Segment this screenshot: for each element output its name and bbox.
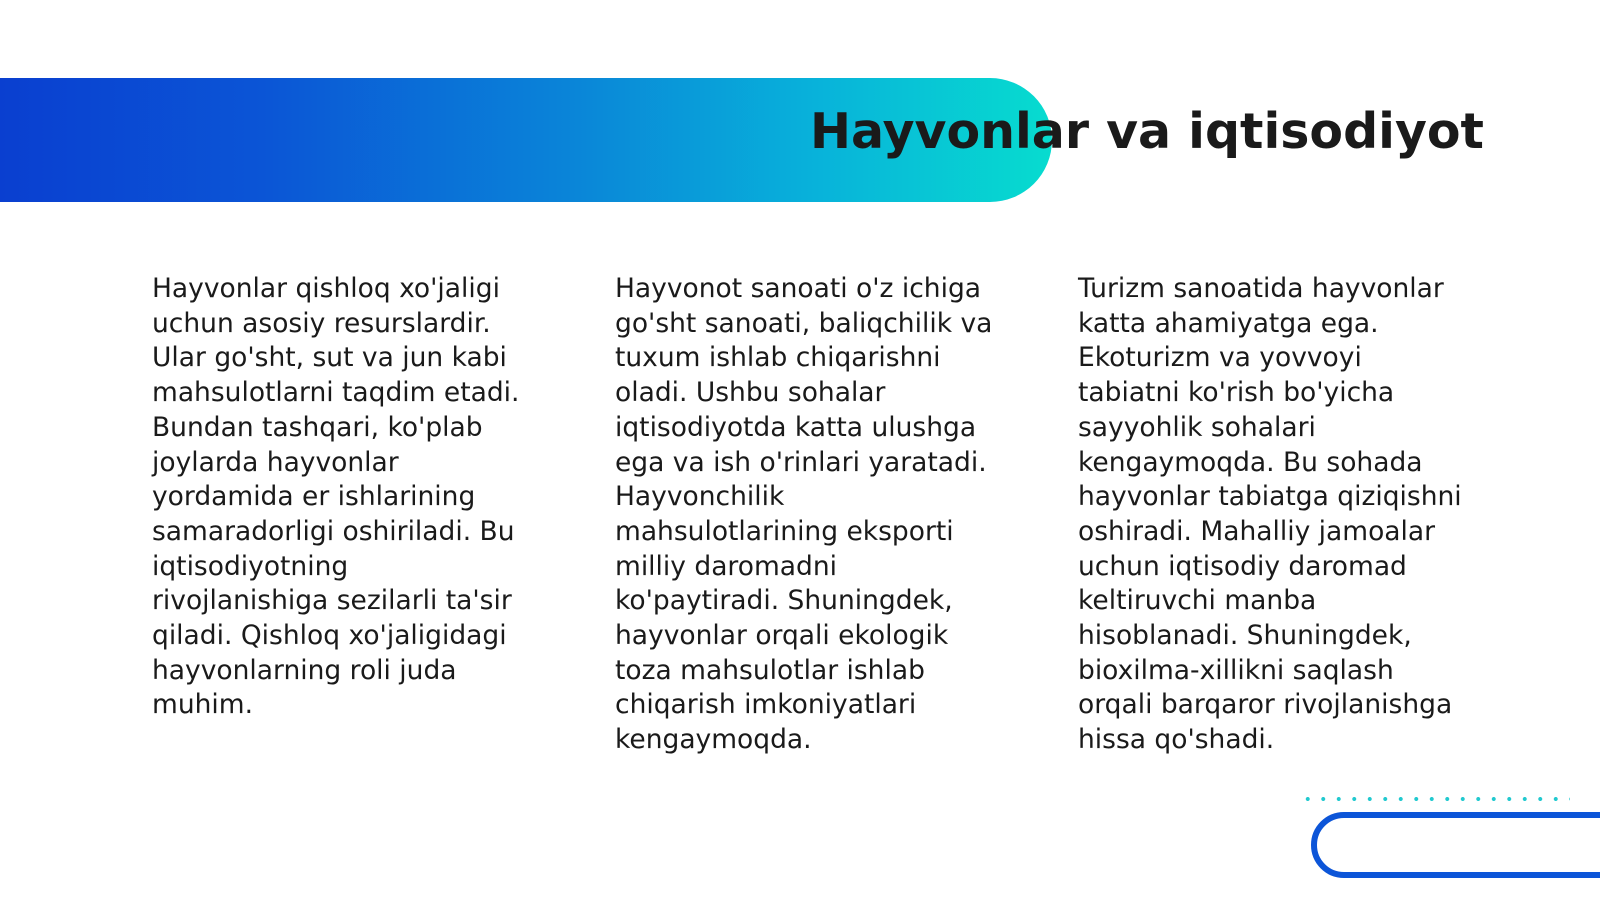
text-column-middle: Hayvonot sanoati o'z ichiga go'sht sanoati, baliqchilik va tuxum ishlab chiqarishni oladi. Ushbu sohalar iqtisodiyotda katta ulushga ega va ish o'rinlari yaratadi. Hayvonchilik mahsulotlarining eksporti milliy daromadni ko'paytiradi. Shuningdek, hayvonlar orqali ekologik toza mahsulotlar ishlab chiqarish imkoniyatlari kengaymoqda. — [615, 273, 993, 756]
slide-title: Hayvonlar va iqtisodiyot — [810, 103, 1484, 160]
decorative-outline-pill — [1311, 812, 1600, 878]
decorative-dots — [1300, 795, 1570, 803]
text-column-left: Hayvonlar qishloq xo'jaligi uchun asosiy resurslardir. Ular go'sht, sut va jun kabi mahsulotlarni taqdim etadi. Bundan tashqari, ko'plab joylarda hayvonlar yordamida er ishlarining samaradorligi oshiriladi. Bu iqtisodiyotning rivojlanishiga sezilarli ta'sir qiladi. Qishloq xo'jaligidagi hayvonlarning roli juda muhim. — [152, 273, 520, 721]
text-column-right: Turizm sanoatida hayvonlar katta ahamiyatga ega. Ekoturizm va yovvoyi tabiatni ko'rish bo'yicha sayyohlik sohalari kengaymoqda. Bu sohada hayvonlar tabiatga qiziqishni oshiradi. Mahalliy jamoalar uchun iqtisodiy daromad keltiruvchi manba hisoblanadi. Shuningdek, bioxilma-xillikni saqlash orqali barqaror rivojlanishga hissa qo'shadi. — [1078, 273, 1462, 756]
